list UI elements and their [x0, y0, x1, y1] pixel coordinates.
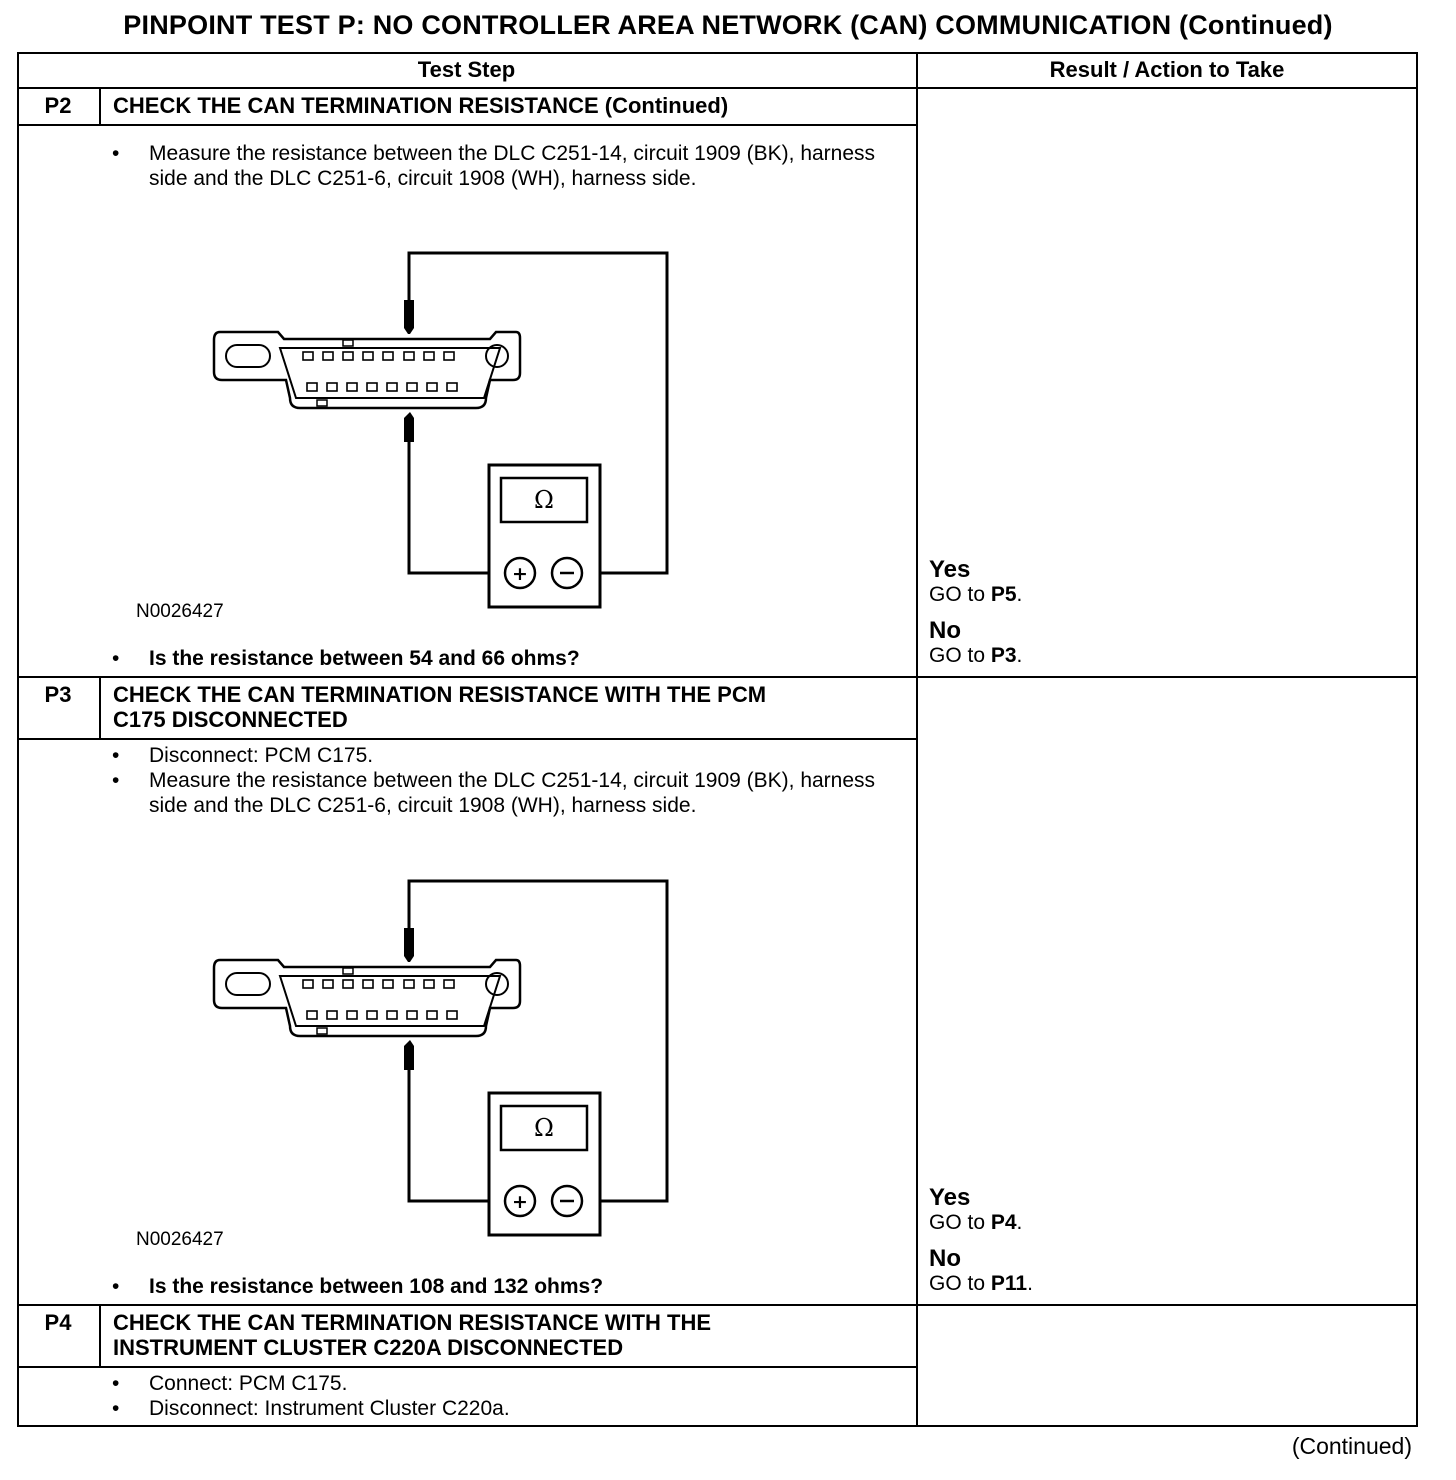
mounting-slot — [226, 345, 270, 367]
pin-row-top — [303, 352, 454, 360]
probe-tip-bottom — [404, 412, 414, 442]
step-id-divider — [99, 677, 101, 739]
row-rule — [17, 1304, 1418, 1306]
instruction-item: • Disconnect: Instrument Cluster C220a. — [108, 1396, 898, 1421]
goto-target[interactable]: P4 — [990, 1211, 1017, 1234]
header-result-action: Result / Action to Take — [1049, 57, 1285, 82]
step-question: • Is the resistance between 108 and 132 ohms? — [108, 1274, 603, 1299]
result-yes: Yes GO to P5. — [929, 556, 1023, 606]
step-title: CHECK THE CAN TERMINATION RESISTANCE (Continued) — [113, 93, 729, 118]
pin-row-bottom — [307, 383, 457, 391]
instruction-list — [108, 141, 883, 191]
svg-text:+: + — [512, 563, 528, 585]
step-title-rule — [17, 1366, 917, 1368]
result-no: No GO to P11. — [929, 1245, 1033, 1295]
figure-id: N0026427 — [136, 601, 224, 622]
svg-text:+: + — [512, 1191, 528, 1213]
step-id: P3 — [44, 682, 72, 707]
step-title: CHECK THE CAN TERMINATION RESISTANCE WITH THE INSTRUMENT CLUSTER C220A DISCONNECTED — [113, 1310, 712, 1360]
row-rule — [17, 676, 1418, 678]
step-question: • Is the resistance between 54 and 66 ohms? — [108, 646, 580, 671]
instruction-item: • Measure the resistance between the DLC C251-14, circuit 1909 (BK), harness side and the DLC C251-6, circuit 1908 (WH), harness side. — [108, 141, 883, 191]
step-id-divider — [99, 88, 101, 125]
result-yes: Yes GO to P4. — [929, 1184, 1023, 1234]
dlc-resistance-diagram — [200, 240, 690, 620]
step-id: P4 — [44, 1310, 72, 1335]
header-rule — [17, 87, 1418, 89]
probe-wire-bottom — [409, 442, 490, 573]
step-title-rule — [17, 738, 917, 740]
result-no: No GO to P3. — [929, 617, 1023, 667]
goto-target[interactable]: P3 — [990, 644, 1017, 667]
ohm-symbol: Ω — [534, 1114, 554, 1142]
continued-label: (Continued) — [1291, 1433, 1412, 1459]
step-id-divider — [99, 1305, 101, 1367]
step-id: P2 — [44, 93, 72, 118]
step-title-rule — [17, 124, 917, 126]
header-test-step: Test Step — [417, 57, 516, 82]
figure-id: N0026427 — [136, 1229, 224, 1250]
instruction-item: • Measure the resistance between the DLC C251-14, circuit 1909 (BK), harness side and the DLC C251-6, circuit 1908 (WH), harness side. — [108, 768, 883, 818]
goto-target[interactable]: P11 — [990, 1272, 1028, 1295]
instruction-item: • Disconnect: PCM C175. — [108, 743, 883, 768]
instruction-item: • Connect: PCM C175. — [108, 1371, 898, 1396]
ohm-symbol: Ω — [534, 486, 554, 514]
page-title: PINPOINT TEST P: NO CONTROLLER AREA NETWORK (CAN) COMMUNICATION (Continued) — [123, 10, 1333, 40]
instruction-list — [108, 1371, 898, 1421]
dlc-connector-body — [214, 332, 520, 408]
instruction-list — [108, 743, 883, 818]
probe-tip-top — [404, 300, 414, 334]
step-title: CHECK THE CAN TERMINATION RESISTANCE WITH THE PCM C175 DISCONNECTED — [113, 682, 767, 732]
goto-target[interactable]: P5 — [990, 583, 1017, 606]
dlc-resistance-diagram — [200, 868, 690, 1248]
